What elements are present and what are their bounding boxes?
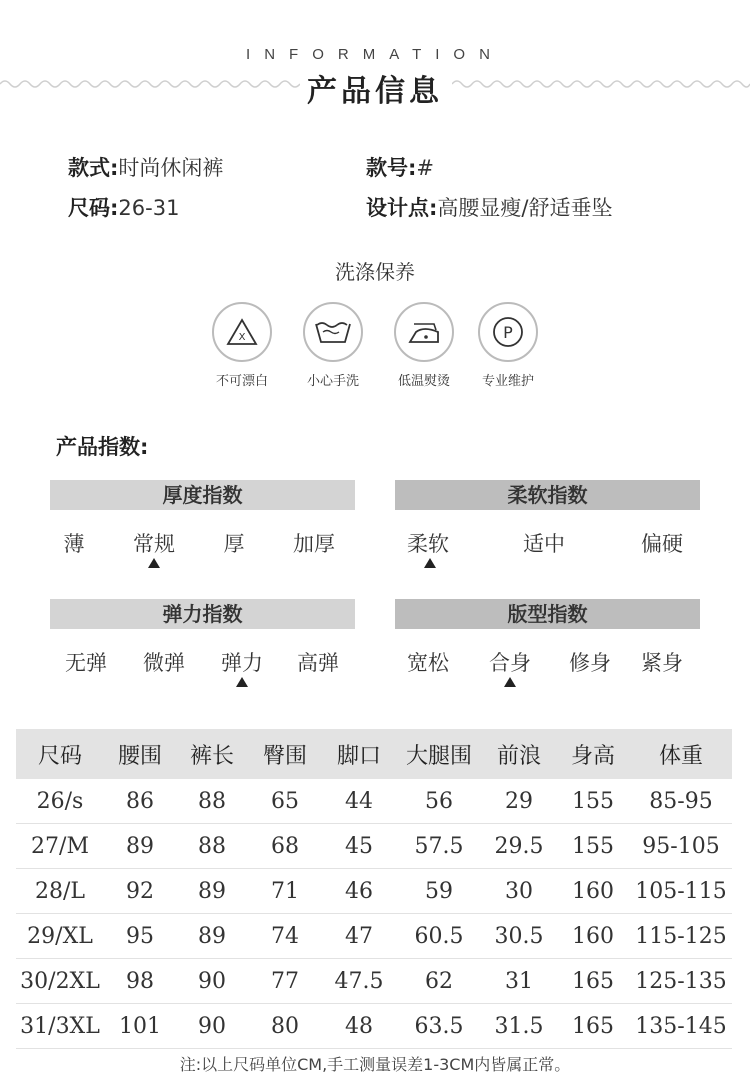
thickness-option: 常规 — [133, 532, 175, 556]
table-cell: 98 — [104, 959, 176, 1004]
spec-size-label: 尺码: — [68, 196, 119, 220]
table-cell: 48 — [322, 1004, 396, 1049]
table-cell: 165 — [556, 1004, 630, 1049]
table-cell: 89 — [176, 914, 248, 959]
table-cell: 30 — [482, 869, 556, 914]
thickness-option: 厚 — [223, 532, 245, 556]
elasticity-option: 高弹 — [297, 651, 339, 675]
elasticity-option: 微弹 — [143, 651, 185, 675]
svg-text:P: P — [503, 323, 513, 342]
table-cell: 155 — [556, 824, 630, 869]
table-cell: 45 — [322, 824, 396, 869]
spec-model-label: 款号: — [366, 156, 417, 180]
fit-option: 宽松 — [407, 651, 449, 675]
table-cell: 60.5 — [396, 914, 482, 959]
table-cell: 88 — [176, 779, 248, 824]
column-header: 大腿围 — [396, 729, 482, 779]
table-cell: 95-105 — [630, 824, 732, 869]
spec-design — [366, 192, 612, 222]
table-cell: 88 — [176, 824, 248, 869]
spec-style — [68, 152, 223, 182]
table-row — [16, 914, 732, 959]
low-iron-icon — [394, 302, 454, 362]
table-cell: 77 — [248, 959, 322, 1004]
fit-index-bar: 版型指数 — [395, 599, 700, 629]
thickness-option: 加厚 — [293, 532, 335, 556]
table-cell: 125-135 — [630, 959, 732, 1004]
column-header: 腰围 — [104, 729, 176, 779]
softness-index-bar: 柔软指数 — [395, 480, 700, 510]
table-row — [16, 779, 732, 824]
spec-style-value: 时尚休闲裤 — [118, 156, 224, 180]
table-cell: 135-145 — [630, 1004, 732, 1049]
table-cell: 115-125 — [630, 914, 732, 959]
softness-option: 适中 — [523, 532, 565, 556]
table-cell: 28/L — [16, 869, 104, 914]
spec-design-label: 设计点: — [366, 196, 438, 220]
table-row — [16, 824, 732, 869]
table-cell: 63.5 — [396, 1004, 482, 1049]
table-cell: 30.5 — [482, 914, 556, 959]
table-cell: 31.5 — [482, 1004, 556, 1049]
table-cell: 30/2XL — [16, 959, 104, 1004]
table-cell: 85-95 — [630, 779, 732, 824]
softness-option: 柔软 — [407, 532, 449, 556]
care-item-professional — [458, 302, 558, 389]
table-row — [16, 1004, 732, 1049]
table-cell: 26/s — [16, 779, 104, 824]
thickness-index-bar: 厚度指数 — [50, 480, 355, 510]
spec-design-value: 高腰显瘦/舒适垂坠 — [437, 196, 613, 220]
table-cell: 86 — [104, 779, 176, 824]
no-bleach-icon — [212, 302, 272, 362]
column-header: 前浪 — [482, 729, 556, 779]
size-table — [16, 729, 732, 1049]
table-cell: 90 — [176, 959, 248, 1004]
care-label: 低温熨烫 — [397, 374, 450, 389]
fit-option: 紧身 — [641, 651, 683, 675]
column-header: 尺码 — [16, 729, 104, 779]
svg-text:X: X — [238, 332, 246, 343]
table-row — [16, 869, 732, 914]
hand-wash-icon — [303, 302, 363, 362]
table-cell: 44 — [322, 779, 396, 824]
elasticity-selected-arrow-icon — [236, 677, 248, 687]
table-cell: 105-115 — [630, 869, 732, 914]
table-cell: 29 — [482, 779, 556, 824]
elasticity-option: 弹力 — [221, 651, 263, 675]
table-cell: 89 — [176, 869, 248, 914]
table-header-row — [16, 729, 732, 779]
table-cell: 95 — [104, 914, 176, 959]
care-item-no-bleach — [192, 302, 292, 389]
care-label: 小心手洗 — [306, 374, 359, 389]
table-cell: 101 — [104, 1004, 176, 1049]
index-title: 产品指数: — [56, 435, 149, 459]
header — [0, 0, 750, 120]
table-cell: 62 — [396, 959, 482, 1004]
table-cell: 59 — [396, 869, 482, 914]
spec-size — [68, 192, 179, 222]
column-header: 臀围 — [248, 729, 322, 779]
elasticity-index-bar: 弹力指数 — [50, 599, 355, 629]
column-header: 裤长 — [176, 729, 248, 779]
table-cell: 165 — [556, 959, 630, 1004]
table-cell: 27/M — [16, 824, 104, 869]
thickness-selected-arrow-icon — [148, 558, 160, 568]
size-note: 注:以上尺码单位CM,手工测量误差1-3CM内皆属正常。 — [179, 1055, 571, 1074]
table-cell: 47 — [322, 914, 396, 959]
care-label: 不可漂白 — [215, 374, 268, 389]
elasticity-option: 无弹 — [65, 651, 107, 675]
subtitle-en: INFORMATION — [246, 46, 504, 63]
table-cell: 29.5 — [482, 824, 556, 869]
softness-option: 偏硬 — [641, 532, 683, 556]
table-cell: 56 — [396, 779, 482, 824]
table-cell: 74 — [248, 914, 322, 959]
table-cell: 68 — [248, 824, 322, 869]
spec-style-label: 款式: — [68, 156, 119, 180]
column-header: 体重 — [630, 729, 732, 779]
thickness-option: 薄 — [63, 532, 85, 556]
column-header: 身高 — [556, 729, 630, 779]
spec-model — [366, 152, 434, 182]
table-cell: 90 — [176, 1004, 248, 1049]
fit-selected-arrow-icon — [504, 677, 516, 687]
table-cell: 92 — [104, 869, 176, 914]
table-cell: 47.5 — [322, 959, 396, 1004]
spec-size-value: 26-31 — [118, 196, 180, 220]
table-cell: 65 — [248, 779, 322, 824]
table-row — [16, 959, 732, 1004]
care-label: 专业维护 — [481, 374, 534, 389]
table-cell: 29/XL — [16, 914, 104, 959]
care-item-hand-wash — [283, 302, 383, 389]
spec-model-value: # — [416, 156, 435, 180]
table-cell: 46 — [322, 869, 396, 914]
column-header: 脚口 — [322, 729, 396, 779]
table-cell: 160 — [556, 914, 630, 959]
table-cell: 31 — [482, 959, 556, 1004]
fit-option: 合身 — [489, 651, 531, 675]
care-title: 洗涤保养 — [335, 260, 415, 284]
table-cell: 160 — [556, 869, 630, 914]
table-cell: 89 — [104, 824, 176, 869]
fit-option: 修身 — [569, 651, 611, 675]
table-cell: 155 — [556, 779, 630, 824]
table-cell: 57.5 — [396, 824, 482, 869]
softness-selected-arrow-icon — [424, 558, 436, 568]
table-cell: 71 — [248, 869, 322, 914]
table-cell: 31/3XL — [16, 1004, 104, 1049]
page-title: 产品信息 — [307, 74, 443, 109]
professional-care-icon — [478, 302, 538, 362]
table-cell: 80 — [248, 1004, 322, 1049]
